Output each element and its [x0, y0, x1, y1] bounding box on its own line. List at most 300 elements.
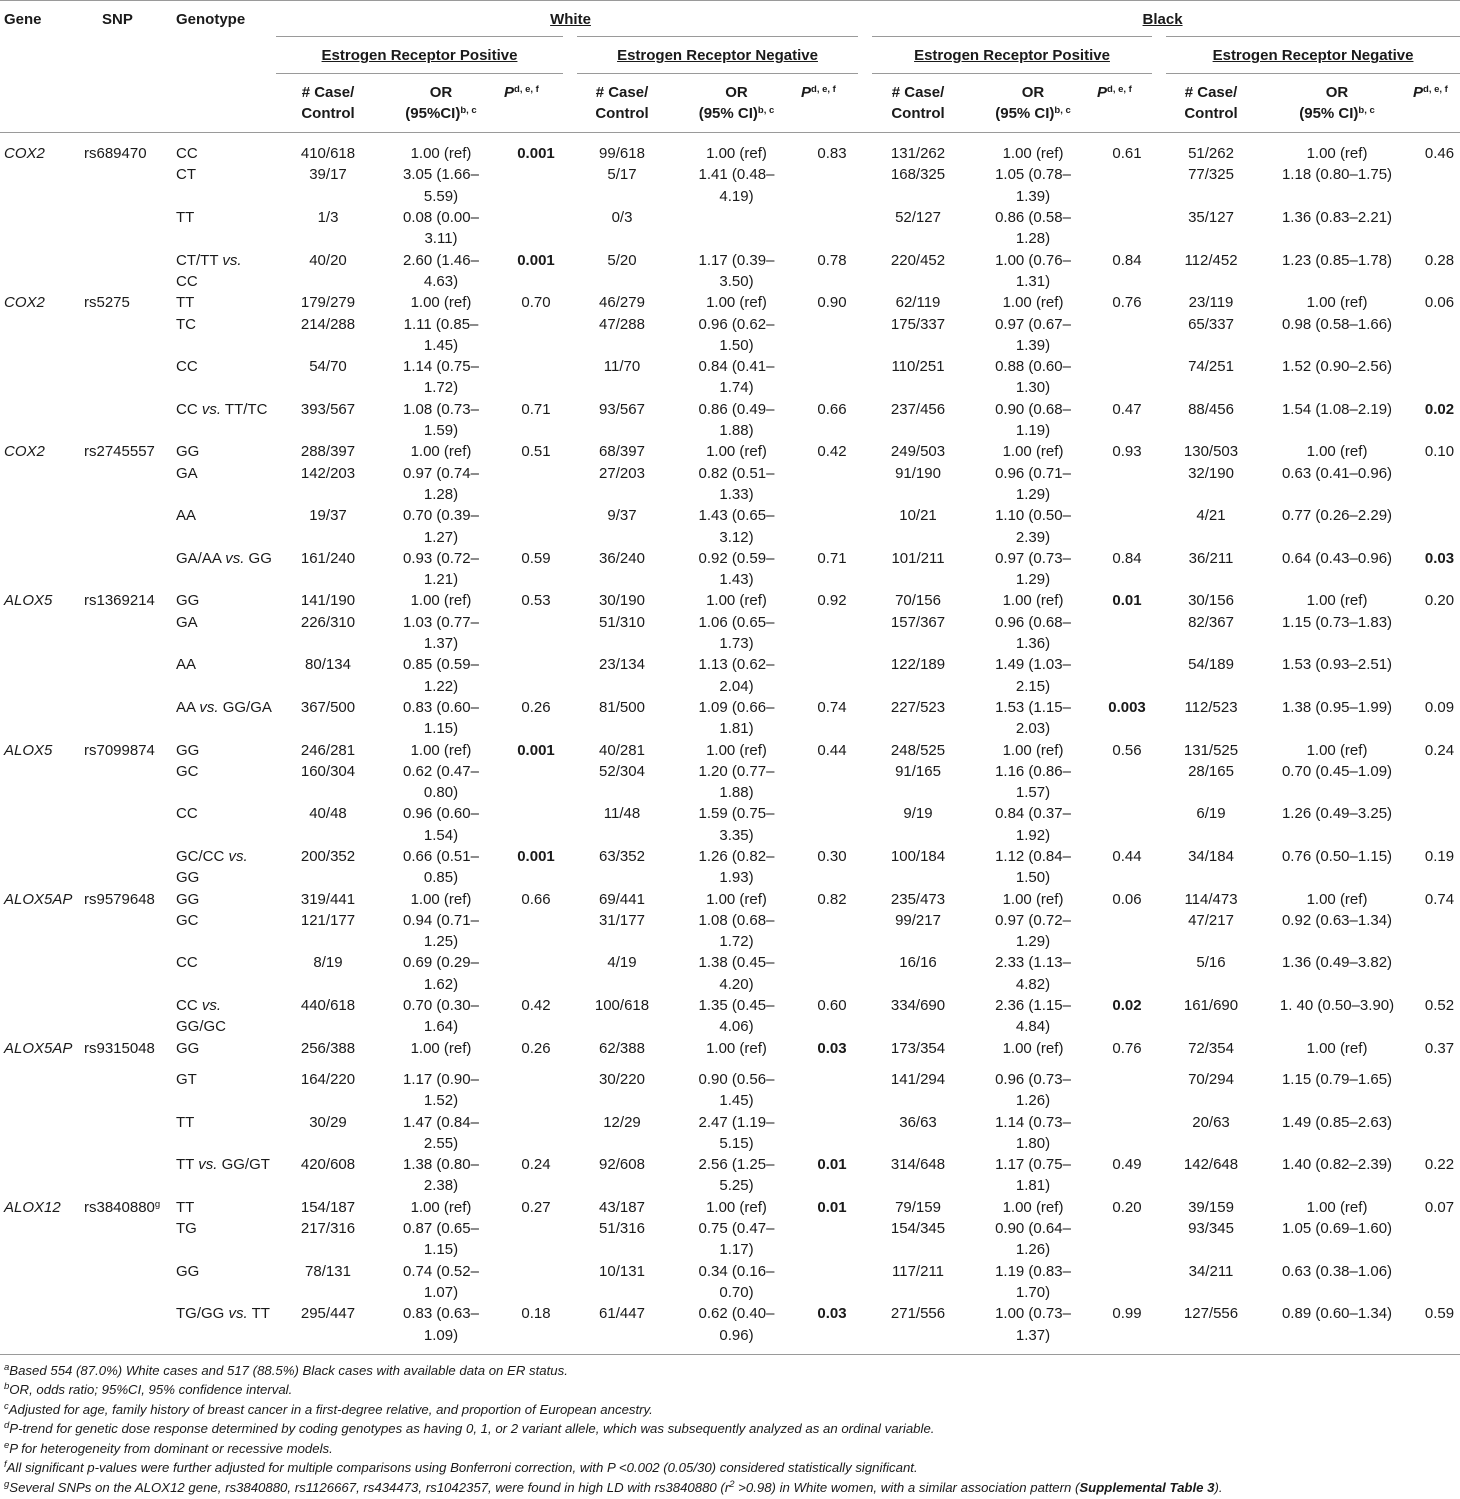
white-er-pos-p [502, 612, 570, 655]
black-er-pos-or: 1.00 (ref) [1002, 741, 1064, 759]
white-er-neg-or: 1.26 (0.82– 1.93) [698, 847, 775, 887]
black-er-neg-p [1411, 1261, 1460, 1304]
footnote-d: $^d$P-trend for genetic dose response determined by coding genotypes as having 0, 1, or 2 variant allele, which was subsequently analyzed as an ordinal variable. [4, 1420, 935, 1437]
footnote-e: $^e$P for heterogeneity from dominant or recessive models. [4, 1439, 333, 1456]
white-er-neg-case-control: 31/177 [599, 911, 645, 929]
white-er-neg-or: 1.20 (0.77– 1.88) [698, 762, 775, 802]
white-er-neg-case-control: 0/3 [611, 209, 633, 227]
white-er-neg-case-control: 43/187 [599, 1198, 645, 1216]
genotype-cell: TG/GG vs. TT [170, 1303, 276, 1354]
genotype-cell: GA/AA vs. GG [176, 549, 272, 567]
snp-cell: rs3840880$^g$ [84, 1198, 161, 1216]
snp-cell [78, 314, 170, 357]
white-er-neg-case-control: 12/29 [603, 1113, 641, 1131]
white-er-neg-or: 1.00 (ref) [706, 890, 767, 908]
black-er-neg-p [1411, 952, 1460, 995]
white-er-pos-case-control: 288/397 [300, 443, 356, 461]
gene-cell [0, 1112, 78, 1155]
white-er-pos-or: 1.03 (0.77– 1.37) [403, 613, 479, 653]
table-row [0, 1197, 1460, 1218]
header-case-control: # Case/ Control [1184, 83, 1238, 122]
white-er-neg-p [799, 314, 865, 357]
gene-cell: ALOX5AP [4, 890, 73, 908]
white-er-neg-p [799, 1261, 865, 1304]
white-er-pos-p: 0.26 [521, 1039, 551, 1057]
white-er-neg-case-control: 5/20 [607, 251, 637, 269]
white-er-pos-or: 0.70 (0.30– 1.64) [403, 997, 479, 1036]
snp-cell [78, 654, 170, 697]
black-er-pos-or: 1.53 (1.15– 2.03) [995, 698, 1071, 738]
header-snp: SNP [78, 1, 170, 133]
black-er-neg-or: 1.00 (ref) [1306, 1198, 1368, 1216]
snp-cell [78, 910, 170, 953]
white-er-neg-p: 0.83 [817, 145, 847, 163]
table-row [0, 697, 1460, 740]
white-er-pos-or: 1.00 (ref) [410, 592, 472, 610]
table-row [0, 910, 1460, 953]
gene-cell [0, 1303, 78, 1354]
white-er-pos-or: 0.96 (0.60– 1.54) [403, 805, 479, 844]
black-er-pos-or: 1.00 (0.73– 1.37) [971, 1303, 1095, 1354]
white-er-neg-or: 1.41 (0.48– 4.19) [698, 166, 775, 205]
white-er-pos-or: 1.47 (0.84– 2.55) [403, 1113, 479, 1152]
black-er-neg-case-control: 20/63 [1192, 1113, 1230, 1131]
black-er-neg-p [1411, 505, 1460, 548]
header-case-control: # Case/ Control [595, 83, 649, 122]
white-er-pos-p: 0.27 [521, 1198, 551, 1216]
black-er-pos-case-control: 157/367 [890, 613, 946, 631]
black-er-neg-case-control: 65/337 [1188, 315, 1234, 333]
black-er-pos-or: 1.17 (0.75– 1.81) [995, 1156, 1071, 1195]
gene-cell [0, 697, 78, 740]
white-er-pos-case-control: 393/567 [300, 400, 356, 418]
black-er-pos-or: 1.00 (0.76– 1.31) [995, 251, 1071, 290]
black-er-neg-or: 1.15 (0.79–1.65) [1281, 1070, 1393, 1088]
snp-cell [78, 995, 170, 1038]
white-er-pos-p: 0.26 [521, 698, 551, 716]
white-er-neg-p: 0.66 [817, 400, 847, 418]
black-er-neg-case-control: 28/165 [1188, 762, 1234, 780]
black-er-neg-case-control: 54/189 [1188, 656, 1234, 674]
gene-cell [0, 1261, 78, 1304]
white-er-neg-or: 0.34 (0.16– 0.70) [698, 1262, 775, 1301]
white-er-neg-or: 1.13 (0.62– 2.04) [698, 656, 775, 695]
black-er-pos-p: 0.06 [1112, 890, 1142, 908]
table-row [0, 803, 1460, 846]
header-or: OR (95% CI)$^{b, c}$ [995, 83, 1071, 122]
white-er-pos-case-control: 30/29 [309, 1113, 347, 1131]
table-row [0, 590, 1460, 611]
white-er-neg-p [799, 952, 865, 995]
black-er-pos-or: 1.16 (0.86– 1.57) [995, 762, 1071, 802]
black-er-pos-or: 1.00 (ref) [1002, 443, 1064, 461]
black-er-pos-or: 1.00 (ref) [1002, 1198, 1064, 1216]
black-er-pos-case-control: 314/648 [890, 1156, 946, 1174]
black-er-pos-or: 1.00 (ref) [1002, 145, 1064, 163]
white-er-pos-or: 1.17 (0.90– 1.52) [403, 1070, 479, 1110]
white-er-pos-or: 2.60 (1.46– 4.63) [403, 251, 479, 290]
black-er-pos-or: 1.14 (0.73– 1.80) [995, 1113, 1071, 1152]
black-er-neg-case-control: 88/456 [1188, 400, 1234, 418]
black-er-pos-or: 2.33 (1.13– 4.82) [995, 954, 1071, 993]
snp-cell [78, 356, 170, 399]
genotype-cell: TT vs. GG/GT [176, 1156, 270, 1174]
white-er-pos-p: 0.24 [521, 1156, 551, 1174]
black-er-neg-or: 1.00 (ref) [1306, 890, 1368, 908]
black-er-neg-or: 1.38 (0.95–1.99) [1281, 698, 1393, 716]
gene-cell [0, 803, 78, 846]
snp-cell [78, 803, 170, 846]
black-er-neg-case-control: 161/690 [1183, 997, 1239, 1015]
black-er-neg-or: 1.05 (0.69–1.60) [1281, 1220, 1393, 1238]
black-er-pos-or: 0.96 (0.68– 1.36) [995, 613, 1071, 653]
white-er-pos-or: 0.97 (0.74– 1.28) [403, 464, 479, 503]
black-er-pos-case-control: 141/294 [890, 1070, 946, 1088]
black-er-pos-or: 0.97 (0.72– 1.29) [995, 911, 1071, 951]
header-case-control: # Case/ Control [891, 83, 945, 122]
black-er-neg-case-control: 74/251 [1188, 358, 1234, 376]
black-er-pos-p [1095, 612, 1159, 655]
black-er-neg-p: 0.10 [1424, 443, 1455, 461]
gene-cell: ALOX5 [4, 592, 53, 610]
black-er-pos-or: 1.00 (ref) [1002, 1039, 1064, 1057]
table-row [0, 952, 1460, 995]
table-row [0, 441, 1460, 462]
white-er-neg-case-control: 47/288 [599, 315, 645, 333]
snp-cell: rs7099874 [84, 741, 155, 759]
white-er-neg-p: 0.03 [799, 1303, 865, 1354]
black-er-pos-case-control: 154/345 [890, 1220, 946, 1238]
white-er-pos-case-control: 40/48 [309, 805, 347, 823]
black-er-neg-or: 1.40 (0.82–2.39) [1281, 1156, 1393, 1174]
white-er-neg-p: 0.03 [817, 1039, 847, 1057]
snp-cell [78, 612, 170, 655]
table-row [0, 1261, 1460, 1304]
black-er-neg-case-control: 82/367 [1188, 613, 1234, 631]
header-p: P$^{d, e, f}$ [504, 83, 539, 101]
supplemental-table-link[interactable]: Supplemental Table 3 [1079, 1479, 1215, 1495]
header-p: P$^{d, e, f}$ [1413, 83, 1448, 101]
gene-cell: COX2 [4, 443, 45, 461]
table-row [0, 1069, 1460, 1112]
black-er-pos-case-control: 16/16 [899, 954, 937, 972]
black-er-pos-p [1095, 761, 1159, 804]
black-er-neg-case-control: 131/525 [1183, 741, 1239, 759]
table-row [0, 250, 1460, 293]
genotype-cell: GC [176, 762, 199, 780]
black-er-pos-p: 0.76 [1112, 294, 1142, 312]
black-er-neg-p [1411, 910, 1460, 953]
white-er-pos-p [502, 1112, 570, 1155]
snp-cell: rs9579648 [84, 890, 155, 908]
white-er-neg-or: 1.00 (ref) [706, 1039, 767, 1057]
white-er-pos-or: 1.14 (0.75– 1.72) [403, 358, 479, 397]
black-er-neg-or: 1.36 (0.83–2.21) [1281, 209, 1393, 227]
white-er-pos-p: 0.001 [517, 847, 555, 865]
black-er-neg-p [1411, 761, 1460, 804]
header-or: OR $(95\%CI)^{b, c}$ [405, 83, 477, 122]
white-er-pos-case-control: 440/618 [300, 997, 356, 1015]
white-er-neg-p [799, 761, 865, 804]
white-er-pos-case-control: 1/3 [317, 209, 339, 227]
black-er-pos-p [1095, 1069, 1159, 1112]
black-er-pos-case-control: 62/119 [895, 294, 941, 312]
black-er-neg-or: 0.98 (0.58–1.66) [1281, 315, 1393, 333]
white-er-pos-p [502, 463, 570, 506]
white-er-neg-case-control: 36/240 [599, 549, 645, 567]
white-er-neg-case-control: 9/37 [607, 507, 637, 525]
black-er-neg-case-control: 34/184 [1188, 847, 1234, 865]
white-er-pos-case-control: 78/131 [305, 1262, 351, 1280]
black-er-neg-p [1411, 1112, 1460, 1155]
black-er-neg-case-control: 39/159 [1188, 1198, 1234, 1216]
white-er-neg-case-control: 5/17 [607, 166, 637, 184]
genotype-cell: TC [176, 315, 196, 333]
black-er-neg-or: 0.70 (0.45–1.09) [1281, 762, 1393, 780]
white-er-pos-or: 1.00 (ref) [410, 741, 472, 759]
genotype-cell: CC vs. TT/TC [176, 400, 268, 418]
snp-cell [78, 1218, 170, 1261]
black-er-pos-or: 0.97 (0.73– 1.29) [995, 549, 1071, 589]
white-er-neg-or: 0.82 (0.51– 1.33) [698, 464, 775, 503]
genotype-cell: CC [176, 805, 198, 823]
black-er-pos-case-control: 131/262 [890, 145, 946, 163]
black-er-neg-p [1411, 1218, 1460, 1261]
header-or: OR (95% CI)$^{b, c}$ [1299, 83, 1375, 122]
white-er-pos-or: 0.93 (0.72– 1.21) [403, 549, 479, 589]
table-row [0, 548, 1460, 591]
white-er-pos-or: 1.00 (ref) [410, 294, 472, 312]
black-er-neg-p: 0.22 [1424, 1156, 1455, 1174]
white-er-pos-case-control: 179/279 [300, 294, 356, 312]
white-er-neg-or: 0.90 (0.56– 1.45) [698, 1070, 775, 1110]
black-er-pos-p [1095, 1261, 1159, 1304]
white-er-neg-p [799, 910, 865, 953]
black-er-neg-p: 0.46 [1424, 145, 1455, 163]
white-er-pos-case-control: 200/352 [300, 847, 356, 865]
black-er-pos-p: 0.61 [1112, 145, 1142, 163]
white-er-neg-or: 1.38 (0.45– 4.20) [698, 954, 775, 993]
white-er-neg-or: 0.96 (0.62– 1.50) [698, 315, 775, 354]
genotype-cell: CC vs. GG/GC [176, 997, 227, 1036]
table-row [0, 505, 1460, 548]
black-er-neg-case-control: 114/473 [1184, 890, 1238, 908]
white-er-neg-or [674, 207, 799, 250]
white-er-neg-or: 1.17 (0.39– 3.50) [698, 251, 775, 290]
table-row [0, 889, 1460, 910]
table-row [0, 612, 1460, 655]
black-er-pos-or: 0.96 (0.71– 1.29) [995, 464, 1071, 503]
gene-cell [0, 250, 78, 293]
black-er-pos-case-control: 249/503 [890, 443, 946, 461]
black-er-pos-or: 0.97 (0.67– 1.39) [995, 315, 1071, 354]
black-er-neg-or: 0.63 (0.41–0.96) [1281, 464, 1393, 482]
white-er-neg-p [799, 164, 865, 207]
black-er-neg-p [1411, 207, 1460, 250]
snp-cell [78, 399, 170, 442]
white-er-neg-case-control: 51/310 [599, 613, 645, 631]
black-er-neg-case-control: 127/556 [1159, 1303, 1263, 1354]
snp-cell [78, 697, 170, 740]
white-er-neg-or: 1.00 (ref) [706, 1198, 767, 1216]
genotype-cell: GG [176, 741, 200, 759]
white-er-neg-p [799, 654, 865, 697]
black-er-neg-case-control: 70/294 [1188, 1070, 1234, 1088]
black-er-pos-case-control: 99/217 [895, 911, 941, 929]
snp-cell [78, 761, 170, 804]
black-er-neg-case-control: 35/127 [1188, 209, 1234, 227]
white-er-neg-p: 0.01 [817, 1156, 847, 1174]
white-er-pos-p: 0.71 [521, 400, 551, 418]
black-er-neg-p: 0.02 [1424, 400, 1455, 418]
black-er-pos-or: 0.88 (0.60– 1.30) [995, 358, 1071, 397]
white-er-pos-or: 1.00 (ref) [410, 890, 472, 908]
white-er-neg-p [799, 505, 865, 548]
black-er-neg-p [1411, 612, 1460, 655]
black-er-pos-case-control: 173/354 [890, 1039, 946, 1057]
black-er-neg-p: 0.52 [1424, 997, 1455, 1015]
white-er-pos-case-control: 54/70 [309, 358, 347, 376]
black-er-pos-p: 0.20 [1112, 1198, 1142, 1216]
gene-cell [0, 505, 78, 548]
white-er-neg-p: 0.60 [817, 997, 847, 1015]
white-er-neg-or: 0.84 (0.41– 1.74) [698, 358, 775, 397]
genotype-cell: GG [176, 443, 200, 461]
genotype-cell: CC [176, 358, 198, 376]
genotype-cell: CC [176, 954, 198, 972]
white-er-pos-case-control: 164/220 [300, 1070, 356, 1088]
black-er-pos-or: 0.90 (0.68– 1.19) [995, 400, 1071, 440]
header-genotype: Genotype [170, 1, 276, 133]
footnotes [0, 1355, 1460, 1498]
white-er-pos-p [502, 1069, 570, 1112]
genotype-cell: CC [176, 145, 198, 163]
white-er-pos-case-control: 214/288 [300, 315, 356, 333]
black-er-neg-or: 1.00 (ref) [1306, 741, 1368, 759]
white-er-pos-p [502, 207, 570, 250]
white-er-pos-or: 0.83 (0.63– 1.09) [380, 1303, 502, 1354]
black-er-neg-or: 1.00 (ref) [1306, 443, 1368, 461]
snp-cell [78, 250, 170, 293]
black-er-neg-p: 0.24 [1424, 741, 1455, 759]
black-er-pos-p: 0.99 [1095, 1303, 1159, 1354]
footnote-b: $^b$OR, odds ratio; 95%CI, 95% confidence interval. [4, 1381, 293, 1398]
white-er-pos-p: 0.18 [502, 1303, 570, 1354]
white-er-neg-or: 2.56 (1.25– 5.25) [698, 1156, 775, 1195]
snp-cell: rs1369214 [84, 592, 155, 610]
black-er-pos-or: 0.90 (0.64– 1.26) [995, 1220, 1071, 1259]
white-er-neg-case-control: 68/397 [599, 443, 645, 461]
black-er-neg-p [1411, 314, 1460, 357]
black-er-pos-case-control: 168/325 [890, 166, 946, 184]
header-p: P$^{d, e, f}$ [801, 83, 836, 101]
genotype-cell: GG [176, 1039, 200, 1057]
black-er-neg-or: 0.89 (0.60–1.34) [1263, 1303, 1411, 1354]
white-er-neg-p: 0.82 [817, 890, 847, 908]
white-er-neg-p [799, 356, 865, 399]
black-er-pos-case-control: 36/63 [899, 1113, 937, 1131]
black-er-pos-case-control: 91/190 [895, 464, 941, 482]
black-er-neg-case-control: 23/119 [1188, 294, 1234, 312]
black-er-neg-case-control: 72/354 [1188, 1039, 1234, 1057]
white-er-pos-case-control: 141/190 [300, 592, 356, 610]
black-er-neg-or: 1.00 (ref) [1306, 1039, 1368, 1057]
black-er-pos-case-control: 334/690 [890, 997, 946, 1015]
genotype-cell: TG [176, 1220, 197, 1238]
black-er-neg-case-control: 142/648 [1183, 1156, 1239, 1174]
black-er-pos-p [1095, 910, 1159, 953]
table-row [0, 1303, 1460, 1354]
white-er-pos-p: 0.59 [521, 549, 551, 567]
black-er-pos-p [1095, 1112, 1159, 1155]
black-er-pos-case-control: 9/19 [903, 805, 933, 823]
white-er-neg-case-control: 93/567 [599, 400, 645, 418]
white-er-neg-or: 1.00 (ref) [706, 592, 767, 610]
white-er-neg-or: 0.86 (0.49– 1.88) [698, 400, 775, 440]
snp-cell [78, 1112, 170, 1155]
black-er-pos-p: 0.84 [1112, 549, 1142, 567]
white-er-pos-case-control: 161/240 [300, 549, 356, 567]
white-er-pos-or: 0.94 (0.71– 1.25) [403, 911, 479, 951]
genotype-cell: AA [176, 656, 197, 674]
white-er-neg-case-control: 23/134 [599, 656, 645, 674]
gene-cell [0, 1154, 78, 1197]
black-er-neg-or: 1.49 (0.85–2.63) [1281, 1113, 1393, 1131]
white-er-pos-case-control: 420/608 [300, 1156, 356, 1174]
snp-cell [78, 846, 170, 889]
black-er-neg-p [1411, 356, 1460, 399]
black-er-pos-or: 0.96 (0.73– 1.26) [995, 1070, 1071, 1110]
table-row [0, 133, 1460, 165]
white-er-neg-p: 0.71 [817, 549, 847, 567]
gene-cell: COX2 [4, 145, 45, 163]
black-er-pos-or: 1.05 (0.78– 1.39) [995, 166, 1071, 205]
black-er-neg-p [1411, 164, 1460, 207]
table-row [0, 1154, 1460, 1197]
white-er-neg-or: 1.06 (0.65– 1.73) [698, 613, 775, 653]
table-row [0, 207, 1460, 250]
white-er-pos-p [502, 952, 570, 995]
gene-cell: COX2 [4, 294, 45, 312]
black-er-pos-case-control: 100/184 [890, 847, 946, 865]
white-er-pos-p: 0.001 [517, 145, 555, 163]
black-er-neg-case-control: 6/19 [1196, 805, 1226, 823]
snp-cell [78, 463, 170, 506]
white-er-pos-case-control: 410/618 [300, 145, 356, 163]
white-er-neg-or: 1.43 (0.65– 3.12) [698, 507, 775, 546]
genotype-cell: AA [176, 507, 197, 525]
black-er-pos-case-control: 175/337 [890, 315, 946, 333]
gene-cell [0, 910, 78, 953]
black-er-pos-p [1095, 314, 1159, 357]
white-er-pos-p [502, 1261, 570, 1304]
black-er-pos-case-control: 248/525 [890, 741, 946, 759]
white-er-neg-or: 0.75 (0.47– 1.17) [698, 1220, 775, 1259]
white-er-neg-case-control: 4/19 [607, 954, 637, 972]
gene-cell [0, 995, 78, 1038]
black-er-neg-p: 0.20 [1424, 592, 1455, 610]
white-er-pos-or: 1.38 (0.80– 2.38) [403, 1156, 479, 1195]
gene-cell [0, 761, 78, 804]
gene-cell [0, 207, 78, 250]
black-er-neg-p: 0.06 [1424, 294, 1455, 312]
white-er-neg-p [799, 207, 865, 250]
table-row [0, 1218, 1460, 1261]
white-er-pos-p [502, 1218, 570, 1261]
black-er-pos-p: 0.76 [1112, 1039, 1142, 1057]
black-er-neg-p: 0.09 [1424, 698, 1455, 716]
black-er-pos-case-control: 235/473 [890, 890, 946, 908]
